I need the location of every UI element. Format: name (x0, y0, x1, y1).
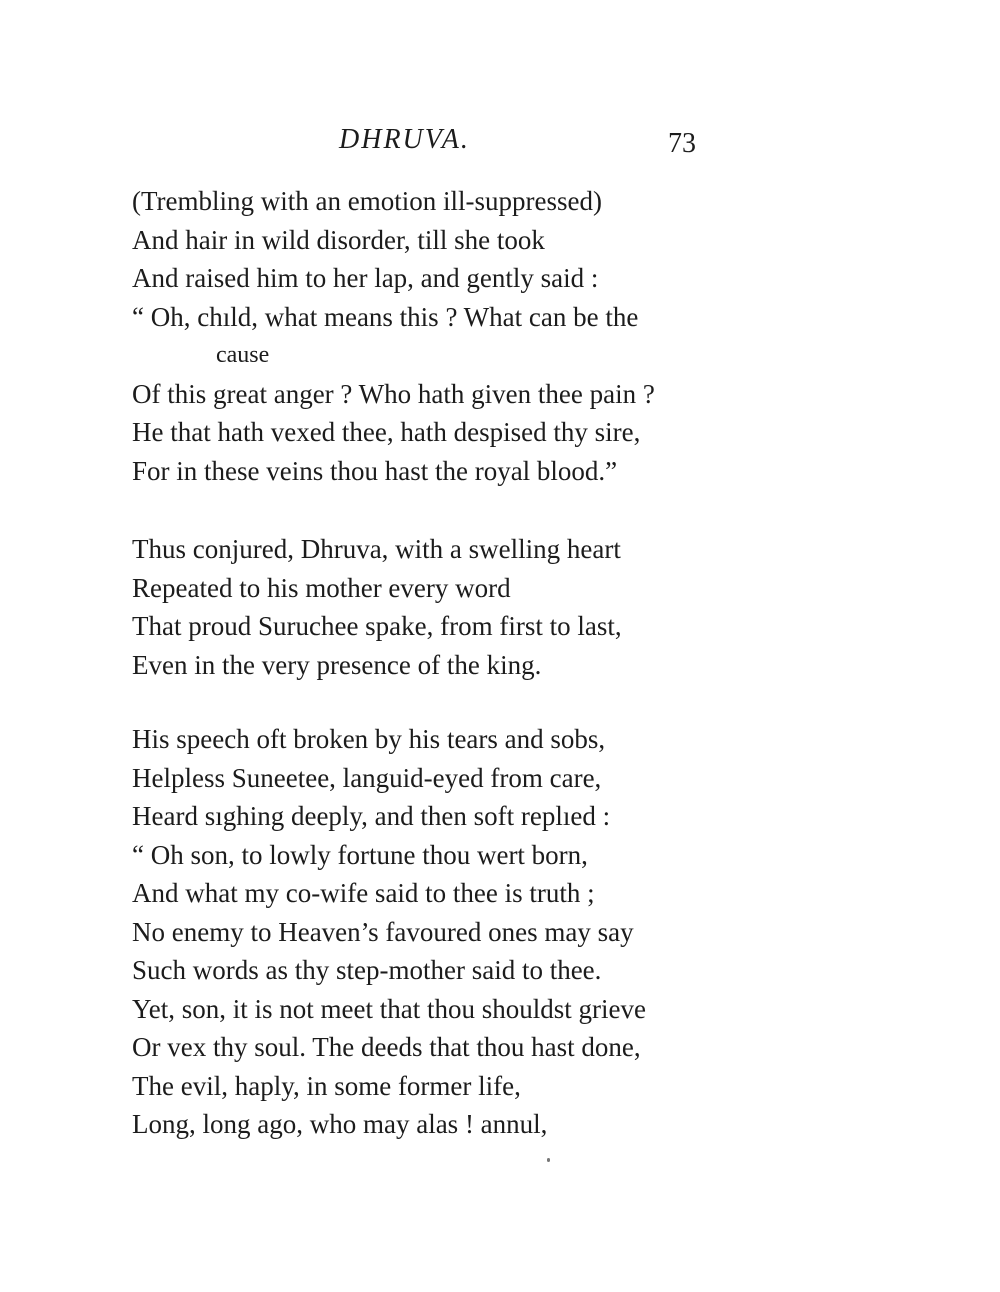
verse-line: Long, long ago, who may alas ! annul, (132, 1109, 548, 1139)
verse-line: Helpless Suneetee, languid-eyed from care, (132, 762, 602, 793)
page-number: 73 (668, 128, 696, 159)
verse-line: “ Oh son, to lowly fortune thou wert born, (132, 839, 588, 870)
verse-line: (Trembling with an emotion ill-suppressed) (132, 186, 602, 216)
stanza-3 (132, 720, 646, 1144)
verse-line-continuation: cause (216, 342, 270, 368)
stanza-1 (132, 182, 655, 490)
print-speck (547, 1158, 550, 1162)
verse-line: No enemy to Heaven’s favoured ones may say (132, 916, 634, 947)
verse-line: Repeated to his mother every word (132, 572, 511, 603)
verse-line: He that hath vexed thee, hath despised thy sire, (132, 417, 641, 447)
verse-line: Or vex thy soul. The deeds that thou hast done, (132, 1032, 641, 1062)
verse-line: Heard sıghing deeply, and then soft replıed : (132, 801, 611, 831)
verse-line: His speech oft broken by his tears and sobs, (132, 724, 606, 754)
stanza-2 (132, 530, 622, 684)
running-title: DHRUVA. (339, 124, 470, 155)
verse-line: Thus conjured, Dhruva, with a swelling heart (132, 534, 621, 564)
verse-line: Such words as thy step-mother said to thee. (132, 955, 602, 985)
verse-line: That proud Suruchee spake, from first to last, (132, 611, 622, 641)
verse-line: “ Oh, chıld, what means this ? What can be the (132, 301, 639, 332)
verse-line: And raised him to her lap, and gently said : (132, 263, 599, 293)
verse-line: Yet, son, it is not meet that thou shouldst grieve (132, 993, 646, 1024)
verse-line: The evil, haply, in some former life, (132, 1070, 521, 1101)
verse-line: Even in the very presence of the king. (132, 649, 542, 680)
verse-line: Of this great anger ? Who hath given thee pain ? (132, 378, 655, 409)
verse-line: And hair in wild disorder, till she took (132, 224, 545, 255)
verse-line: For in these veins thou hast the royal blood.” (132, 455, 618, 486)
verse-line: And what my co-wife said to thee is truth ; (132, 878, 595, 908)
